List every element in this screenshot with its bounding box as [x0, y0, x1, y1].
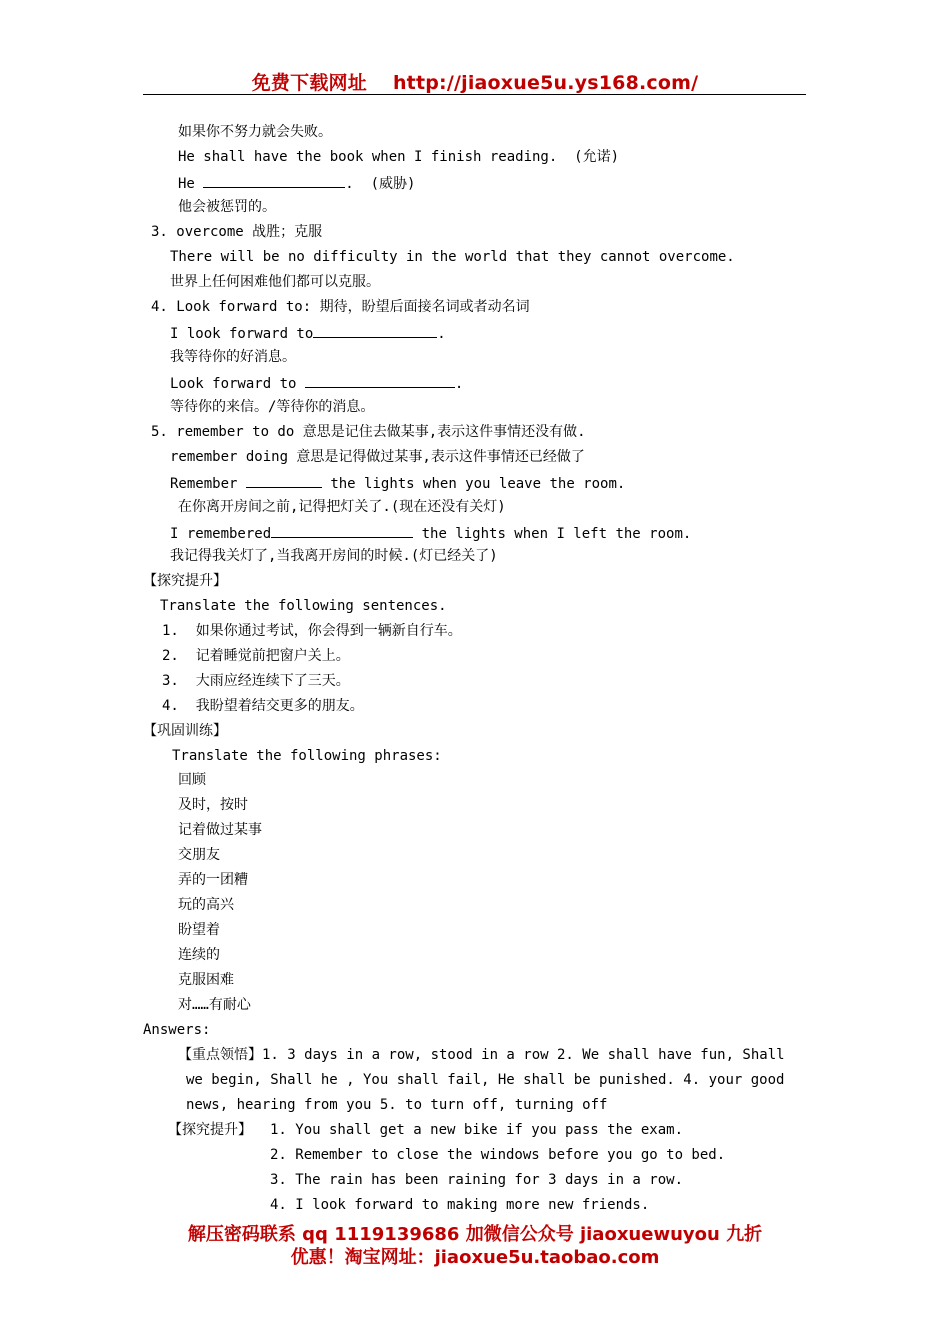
- item5-title: 5. remember to do 意思是记住去做某事,表示这件事情还没有做.: [151, 424, 586, 440]
- explore-item-2: 2. 记着睡觉前把窗户关上。: [162, 648, 350, 664]
- practice-item-9: 克服困难: [178, 972, 234, 988]
- item4-dot1: .: [437, 326, 446, 342]
- item4-cn2: 等待你的来信。/等待你的消息。: [170, 399, 375, 415]
- item2-blank[interactable]: [203, 173, 345, 188]
- item4-en2: Look forward to: [170, 376, 297, 392]
- practice-instruction: Translate the following phrases:: [172, 748, 442, 764]
- header-rule: [143, 94, 806, 95]
- practice-heading: 【巩固训练】: [143, 723, 227, 739]
- item5-en1-a: Remember: [170, 476, 238, 492]
- answers-label: Answers:: [143, 1022, 211, 1038]
- explore-heading: 【探究提升】: [143, 573, 227, 589]
- practice-item-5: 弄的一团糟: [178, 872, 248, 888]
- item4-en1-line: [170, 323, 446, 343]
- answers-key-line2: we begin, Shall he , You shall fail, He shall be punished. 4. your good: [186, 1072, 785, 1088]
- page-header: [0, 68, 950, 95]
- item5-blank1[interactable]: [246, 473, 322, 488]
- item5-blank2[interactable]: [271, 523, 413, 538]
- item5-en2-b: the lights when I left the room.: [421, 526, 692, 542]
- explore-item-1: 1. 如果你通过考试，你会得到一辆新自行车。: [162, 623, 462, 639]
- explore-item-3: 3. 大雨应经连续下了三天。: [162, 673, 350, 689]
- practice-item-3: 记着做过某事: [178, 822, 262, 838]
- item3-title: 3. overcome 战胜；克服: [151, 224, 323, 240]
- header-url[interactable]: http://jiaoxue5u.ys168.com/: [392, 72, 699, 94]
- item5-en1-line: [170, 473, 625, 493]
- item5-cn1: 在你离开房间之前,记得把灯关了.(现在还没有关灯): [178, 499, 506, 515]
- explore-item-4: 4. 我盼望着结交更多的朋友。: [162, 698, 364, 714]
- item3-en: There will be no difficulty in the world that they cannot overcome.: [170, 249, 735, 265]
- item4-blank2[interactable]: [305, 373, 455, 388]
- practice-item-2: 及时，按时: [178, 797, 248, 813]
- footer-line2: 优惠！淘宝网址：jiaoxue5u.taobao.com: [290, 1247, 660, 1268]
- item4-dot2: .: [454, 376, 464, 392]
- item4-title: 4. Look forward to: 期待，盼望后面接名词或者动名词: [151, 299, 530, 315]
- practice-item-1: 回顾: [178, 772, 206, 788]
- item5-en1-b: the lights when you leave the room.: [330, 476, 626, 492]
- footer-line1: 解压密码联系 qq 1119139686 加微信公众号 jiaoxuewuyou 九折: [187, 1224, 763, 1245]
- item4-en1: I look forward to: [170, 326, 314, 342]
- item5-line2: remember doing 意思是记得做过某事,表示这件事情还已经做了: [170, 449, 585, 465]
- item2-he: He: [178, 176, 195, 192]
- item2-cn-line2: 他会被惩罚的。: [178, 199, 276, 215]
- answers-key-line3: news, hearing from you 5. to turn off, turning off: [186, 1097, 608, 1113]
- item2-threat-line: [178, 173, 415, 193]
- practice-item-7: 盼望着: [178, 922, 220, 938]
- item2-threat: . (威胁): [345, 176, 416, 192]
- answers-explore-item-1: 1. You shall get a new bike if you pass the exam.: [270, 1122, 684, 1138]
- item5-en2-a: I remembered: [170, 526, 272, 542]
- item2-cn-line1: 如果你不努力就会失败。: [178, 124, 332, 140]
- answers-explore-label: 【探究提升】: [168, 1122, 252, 1138]
- answers-explore-item-4: 4. I look forward to making more new friends.: [270, 1197, 650, 1213]
- item4-blank1[interactable]: [313, 323, 437, 338]
- item3-cn: 世界上任何困难他们都可以克服。: [170, 274, 380, 290]
- header-title: 免费下载网址: [251, 72, 367, 94]
- practice-item-6: 玩的高兴: [178, 897, 234, 913]
- practice-item-4: 交朋友: [178, 847, 220, 863]
- practice-item-10: 对……有耐心: [178, 997, 251, 1013]
- practice-item-8: 连续的: [178, 947, 220, 963]
- answers-explore-item-2: 2. Remember to close the windows before you go to bed.: [270, 1147, 726, 1163]
- item4-cn1: 我等待你的好消息。: [170, 349, 296, 365]
- item5-en2-line: [170, 523, 691, 543]
- explore-instruction: Translate the following sentences.: [160, 598, 447, 614]
- answers-explore-item-3: 3. The rain has been raining for 3 days in a row.: [270, 1172, 684, 1188]
- answers-key-line1: 【重点领悟】1. 3 days in a row, stood in a row 2. We shall have fun, Shall: [178, 1047, 785, 1063]
- item2-en-line: He shall have the book when I finish reading. (允诺): [178, 149, 620, 165]
- item5-cn2: 我记得我关灯了,当我离开房间的时候.(灯已经关了): [170, 548, 498, 564]
- item4-en2-line: [170, 373, 463, 393]
